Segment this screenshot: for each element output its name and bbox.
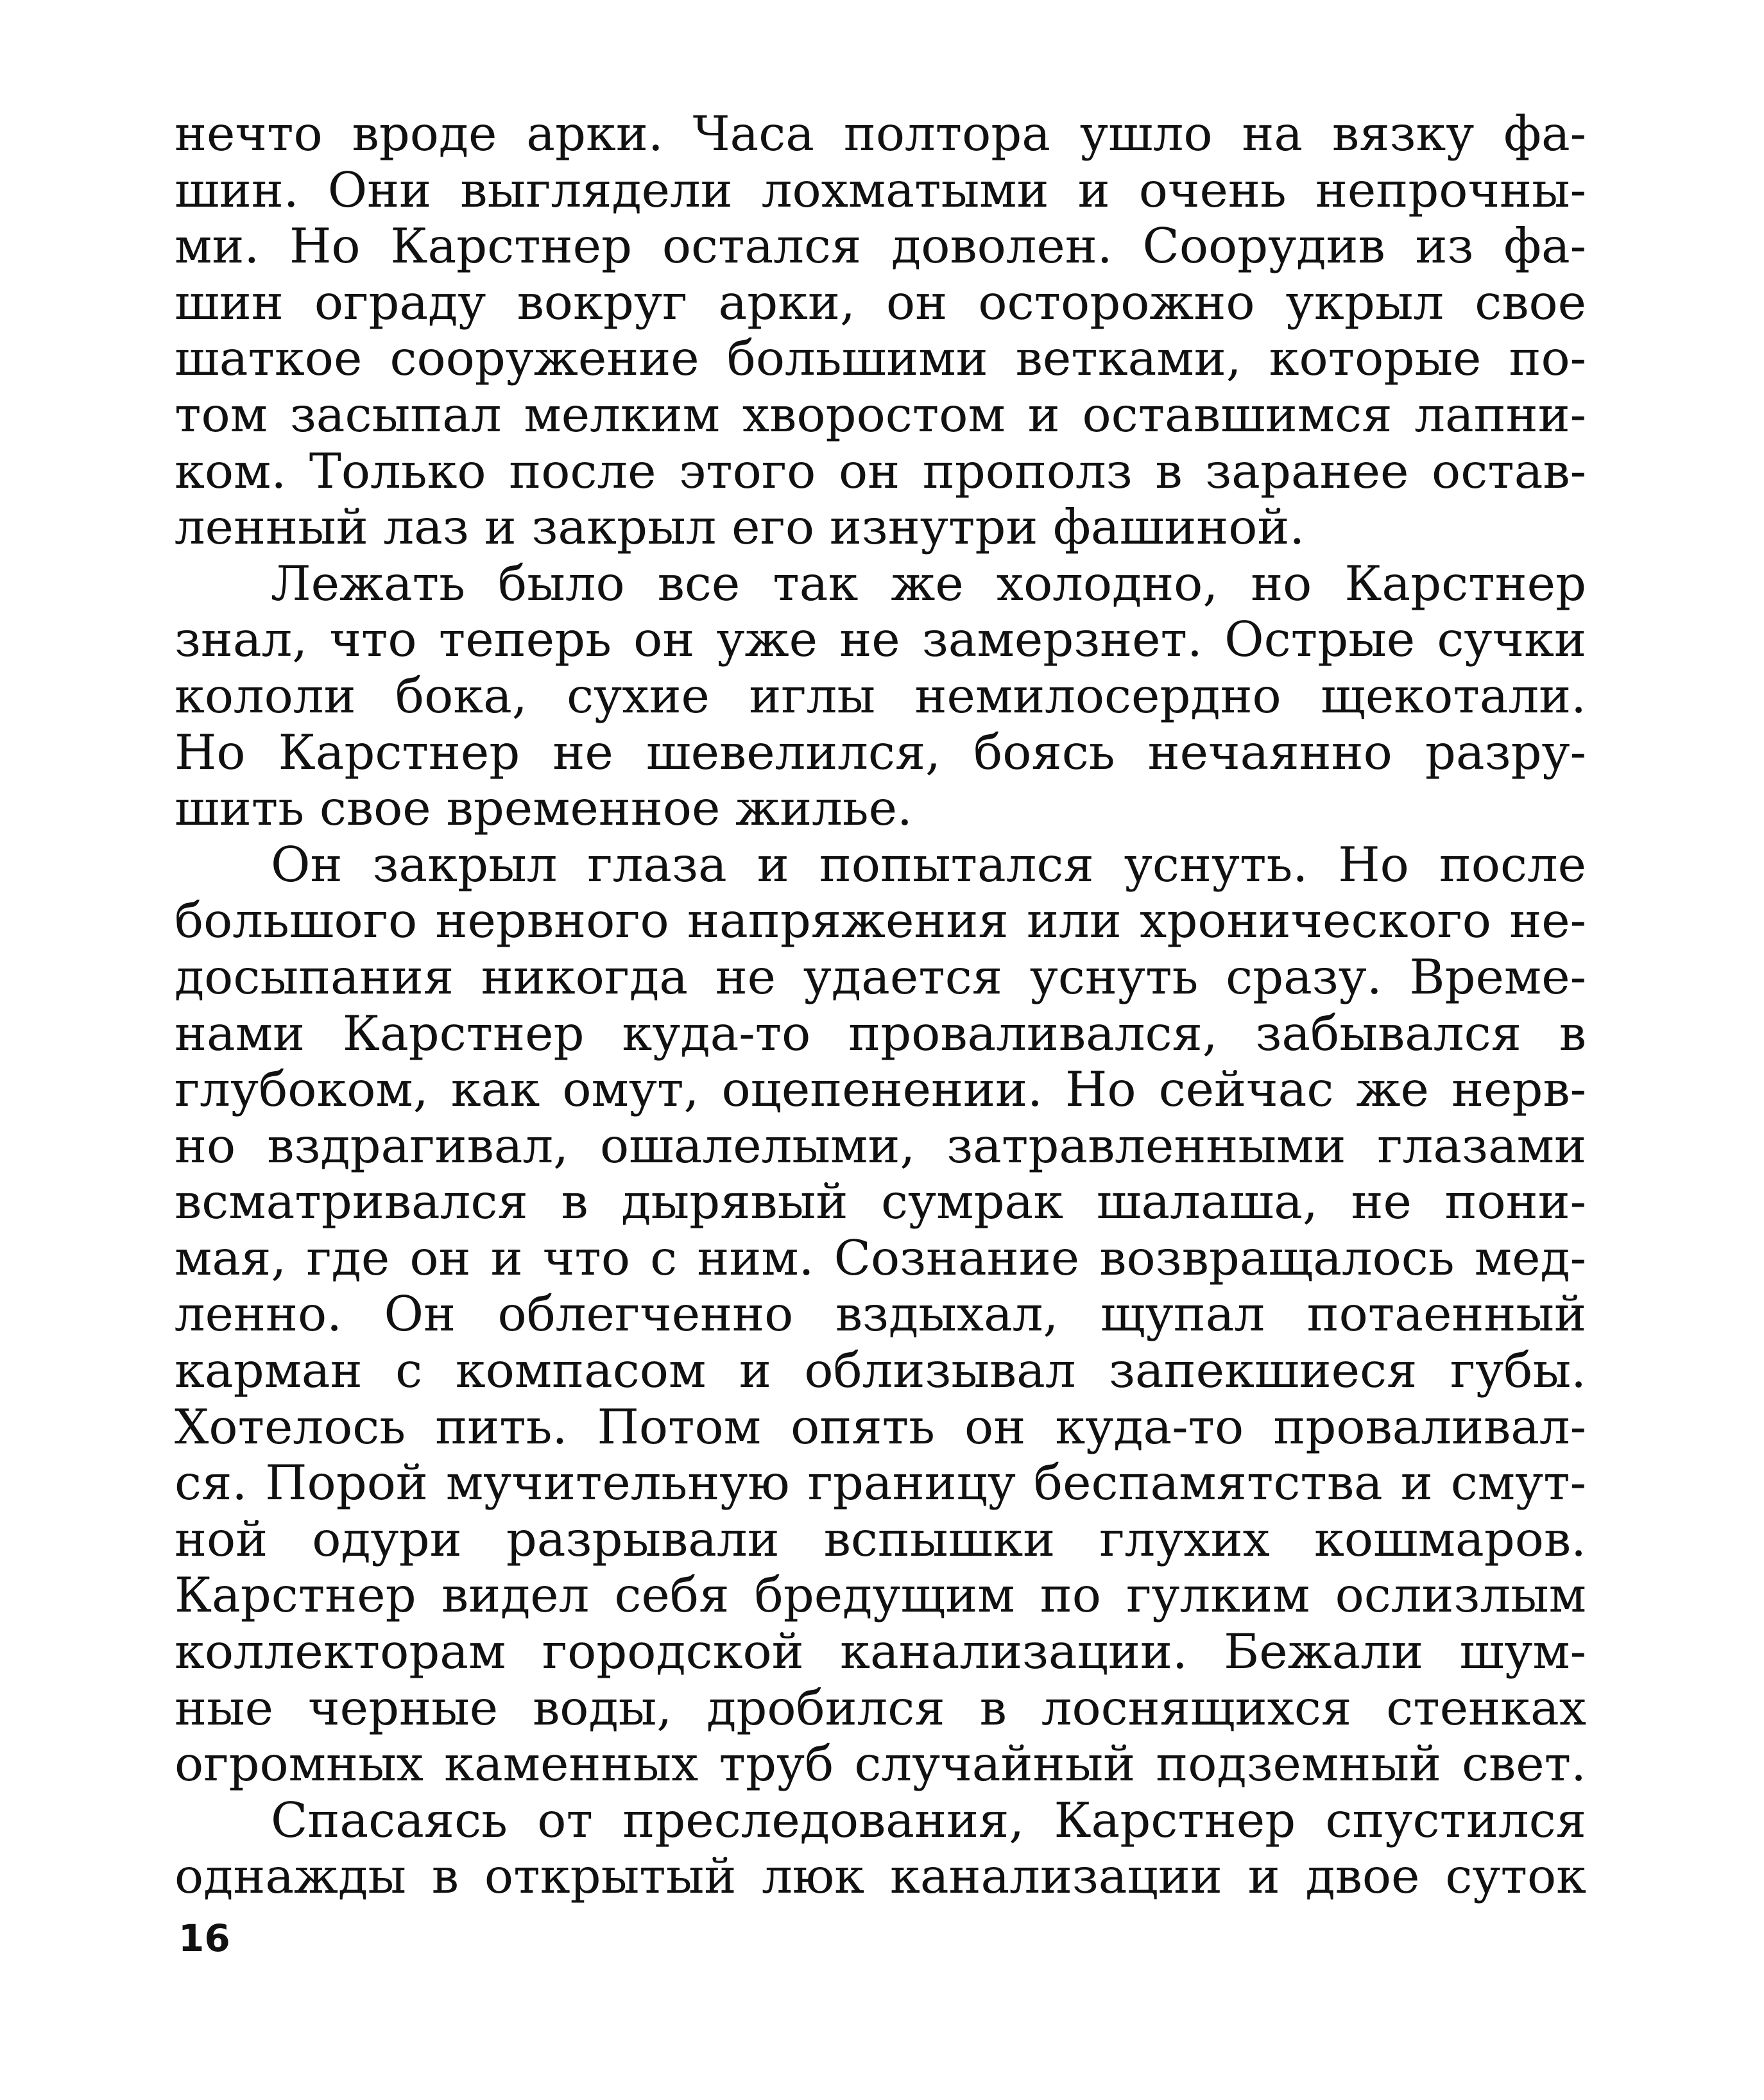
body-text bbox=[175, 106, 1586, 1905]
text-line: ся. Порой мучительную границу беспамятства и смут- bbox=[175, 1454, 1586, 1511]
page-number: 16 bbox=[178, 1916, 230, 1960]
text-line: глубоком, как омут, оцепенении. Но сейчас же нерв- bbox=[175, 1061, 1586, 1118]
text-line: большого нервного напряжения или хронического не- bbox=[175, 892, 1586, 949]
text-line: ной одури разрывали вспышки глухих кошмаров. bbox=[175, 1510, 1586, 1567]
text-line: всматривался в дырявый сумрак шалаша, не пони- bbox=[175, 1173, 1586, 1230]
text-line: однажды в открытый люк канализации и двое суток bbox=[175, 1848, 1586, 1905]
text-line: Лежать было все так же холодно, но Карстнер bbox=[271, 555, 1586, 612]
text-line: огромных каменных труб случайный подземный свет. bbox=[175, 1735, 1586, 1793]
text-line: Но Карстнер не шевелился, боясь нечаянно разру- bbox=[175, 723, 1586, 780]
text-line: Спасаясь от преследования, Карстнер спустился bbox=[271, 1791, 1586, 1848]
text-line: ленный лаз и закрыл его изнутри фашиной. bbox=[175, 499, 1305, 556]
text-line: нами Карстнер куда-то проваливался, забывался в bbox=[175, 1004, 1586, 1062]
text-line: карман с компасом и облизывал запекшиеся губы. bbox=[175, 1342, 1586, 1399]
text-line: Карстнер видел себя бредущим по гулким ослизлым bbox=[175, 1567, 1586, 1624]
text-line: том засыпал мелким хворостом и оставшимся лапни- bbox=[175, 386, 1586, 443]
text-line: ми. Но Карстнер остался доволен. Соорудив из фа- bbox=[175, 218, 1586, 275]
text-line: ные черные воды, дробился в лоснящихся стенках bbox=[175, 1679, 1586, 1736]
text-line: мая, где он и что с ним. Сознание возвращалось мед- bbox=[175, 1229, 1586, 1286]
text-line: шаткое сооружение большими ветками, которые по- bbox=[175, 330, 1586, 387]
text-line: Он закрыл глаза и попытался уснуть. Но после bbox=[271, 836, 1586, 893]
text-line: шить свое временное жилье. bbox=[175, 780, 912, 837]
text-line: кололи бока, сухие иглы немилосердно щекотали. bbox=[175, 667, 1586, 724]
text-line: Хотелось пить. Потом опять он куда-то проваливал- bbox=[175, 1398, 1586, 1455]
text-line: коллекторам городской канализации. Бежали шум- bbox=[175, 1623, 1586, 1680]
text-line: нечто вроде арки. Часа полтора ушло на вязку фа- bbox=[175, 105, 1586, 162]
text-line: шин. Они выглядели лохматыми и очень непрочны- bbox=[175, 161, 1586, 218]
text-line: ком. Только после этого он прополз в заранее остав- bbox=[175, 442, 1586, 499]
text-line: досыпания никогда не удается уснуть сразу. Време- bbox=[175, 948, 1586, 1005]
text-line: знал, что теперь он уже не замерзнет. Острые сучки bbox=[175, 611, 1586, 668]
text-line: шин ограду вокруг арки, он осторожно укрыл свое bbox=[175, 273, 1586, 331]
text-line: но вздрагивал, ошалелыми, затравленными глазами bbox=[175, 1117, 1586, 1174]
text-line: ленно. Он облегченно вздыхал, щупал потаенный bbox=[175, 1286, 1586, 1343]
